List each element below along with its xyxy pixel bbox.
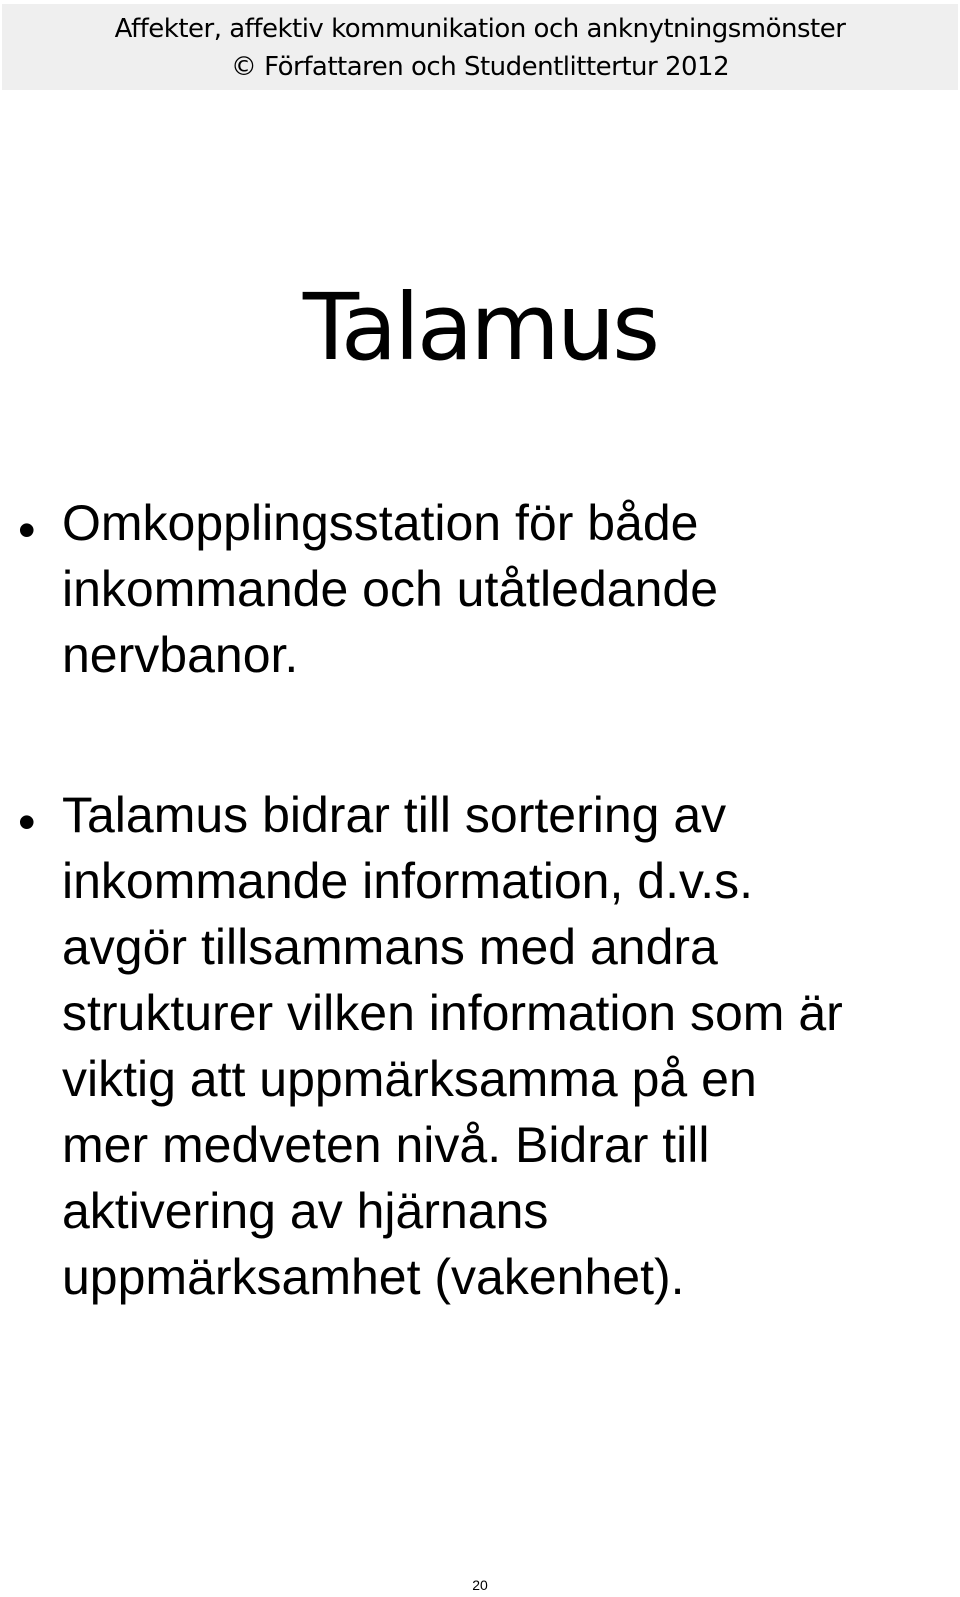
bullet-line: strukturer vilken information som är (62, 985, 843, 1041)
bullet-marker: • (18, 794, 36, 850)
bullet-line: mer medveten nivå. Bidrar till (62, 1117, 710, 1173)
bullet-line: avgör tillsammans med andra (62, 919, 718, 975)
bullet-item-2 (62, 782, 947, 1310)
bullet-line: inkommande information, d.v.s. (62, 853, 754, 909)
bullet-line: nervbanor. (62, 627, 299, 683)
bullet-line: Talamus bidrar till sortering av (62, 787, 727, 843)
header-copyright: © Författaren och Studentlittertur 2012 (230, 52, 730, 82)
header-band (2, 4, 958, 90)
header-title: Affekter, affektiv kommunikation och anknytningsmönster (114, 14, 846, 44)
page-title: Talamus (302, 274, 658, 381)
bullet-line: Omkopplingsstation för både (62, 495, 699, 551)
bullet-line: aktivering av hjärnans (62, 1183, 549, 1239)
bullet-line: viktig att uppmärksamma på en (62, 1051, 757, 1107)
bullet-line: inkommande och utåtledande (62, 561, 719, 617)
bullet-line: uppmärksamhet (vakenhet). (62, 1249, 685, 1305)
page-number: 20 (472, 1577, 488, 1593)
bullet-item-1 (62, 490, 947, 688)
bullet-marker: • (18, 502, 36, 558)
